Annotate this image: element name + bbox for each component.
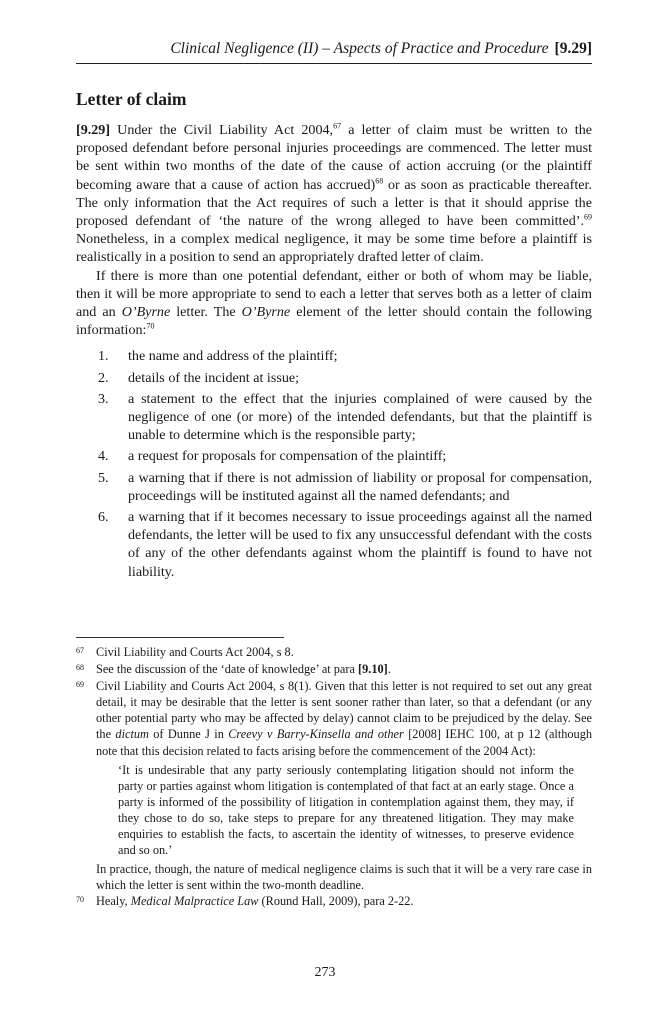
footnote-text: of Dunne J in [148, 727, 229, 742]
latin-term: dictum [115, 727, 149, 742]
list-number: 1. [98, 348, 109, 365]
list-number: 4. [98, 448, 109, 465]
footnote-70 [76, 893, 592, 909]
running-title: Clinical Negligence (II) – Aspects of Practice and Procedure [170, 40, 549, 57]
running-header [76, 39, 592, 59]
footnote-number: 67 [76, 646, 84, 655]
para-text: element of the letter should contain the following information: [76, 304, 592, 339]
footnote-text: See the discussion of the ‘date of knowledge’ at para [96, 662, 359, 677]
information-list [76, 347, 592, 580]
list-text: details of the incident at issue; [128, 369, 300, 386]
case-name: Creevy v Barry-Kinsella and other [228, 727, 404, 742]
list-text: a request for proposals for compensation of the plaintiff; [128, 448, 447, 465]
footnote-68 [76, 661, 592, 677]
list-number: 5. [98, 469, 109, 486]
para-text: or as soon as practicable thereafter. The only information that the Act requires of such a letter is that it should apprise the proposed defendant of ‘the nature of the wrong alleged to have been committed’. [76, 176, 592, 230]
footnote-number: 70 [76, 895, 84, 905]
list-item [76, 469, 592, 505]
page-number: 273 [314, 965, 336, 980]
footnote-text: Civil Liability and Courts Act 2004, s 8. [96, 645, 294, 659]
footnote-ref-68[interactable]: 68 [375, 175, 384, 185]
footnote-text: Healy, [96, 894, 131, 909]
list-item [76, 447, 592, 465]
footnote-number: 69 [76, 680, 84, 690]
para-text: letter. The [170, 304, 242, 321]
list-text: a warning that if it becomes necessary to issue proceedings against all the named defendants, the letter will be used to fix any unsuccessful defendant with the costs of any of the other defendants against whom the plaintiff is found to have not liability. [128, 509, 592, 580]
para-text: Nonetheless, in a complex medical negligence, it may be some time before a plaintiff is realistically in a position to send an appropriately drafted letter of claim. [76, 231, 592, 266]
list-number: 3. [98, 390, 109, 407]
case-name: O’Byrne [121, 304, 171, 321]
footnote-text: . [387, 662, 391, 677]
paragraph-9-29 [76, 121, 592, 267]
list-item [76, 347, 592, 365]
para-text: a letter of claim must be written to the proposed defendant before personal injuries proceedings are commenced. The letter must be sent within two months of the date of the cause of action accruing (or the plaintiff becoming aware that a cause of action has accrued) [76, 122, 593, 193]
paragraph-2 [76, 267, 592, 340]
footnote-69 [76, 678, 592, 758]
footnote-number: 68 [76, 663, 84, 673]
header-para-ref: [9.29] [554, 40, 592, 57]
case-name: O’Byrne [241, 304, 291, 321]
body-text [76, 121, 592, 584]
para-ref: [9.29] [76, 122, 111, 138]
footnote-rule [76, 637, 284, 638]
footnote-text: Civil Liability and Courts Act 2004, s 8(1). Given that this letter is not required to set out any great detail, it may be desirable that the letter is sent sooner rather than later, so that a defendant (or any other potential party who may be affected by delay) cannot claim to be prejudiced by the delay. See the [96, 679, 592, 742]
footnote-continuation: In practice, though, the nature of medical negligence claims is such that it will be a very rare case in which the letter is sent within the two-month deadline. [96, 862, 592, 893]
list-item [76, 369, 592, 387]
book-title: Medical Malpractice Law [130, 894, 259, 909]
para-text: If there is more than one potential defendant, either or both of whom may be liable, then it will be more appropriate to send to each a letter that serves both as a letter of claim and an [76, 267, 592, 321]
footnote-ref-70[interactable]: 70 [146, 321, 155, 331]
list-item [76, 390, 592, 445]
list-number: 2. [98, 369, 109, 386]
header-rule [76, 63, 592, 64]
section-heading: Letter of claim [76, 89, 187, 109]
footnote-text: (Round Hall, 2009), para 2-22. [258, 894, 414, 909]
footnote-67 [76, 644, 592, 660]
para-text: Under the Civil Liability Act 2004, [110, 122, 334, 138]
list-text: a statement to the effect that the injuries complained of were caused by the negligence of one (or more) of the intended defendants, but that the plaintiff is unable to determine which is the responsible party; [128, 390, 592, 444]
list-text: the name and address of the plaintiff; [128, 348, 338, 365]
cross-reference[interactable]: [9.10] [358, 662, 388, 677]
footnote-ref-67[interactable]: 67 [333, 121, 342, 131]
list-text: a warning that if there is not admission of liability or proposal for compensation, proceedings will be instituted against all the named defendants; and [128, 469, 592, 504]
footnote-quote: ‘It is undesirable that any party seriously contemplating litigation should not inform the party or parties against whom litigation is contemplated of that fact at an early stage. Once a party is informed of the possibility of litigation in contemplation against them, they may, if they chose to do so, take steps to prepare for any threatened litigation. They may make enquiries to establish the facts, to ascertain the identity of witnesses, to preserve evidence and so on.’ [118, 762, 574, 858]
list-item [76, 508, 592, 581]
list-number: 6. [98, 509, 109, 526]
footnote-text: [2008] IEHC 100, at p 12 (although note that this decision related to facts arising before the commencement of the 2004 Act): [96, 727, 592, 758]
footnote-ref-69[interactable]: 69 [584, 212, 592, 222]
footnotes [76, 644, 592, 911]
